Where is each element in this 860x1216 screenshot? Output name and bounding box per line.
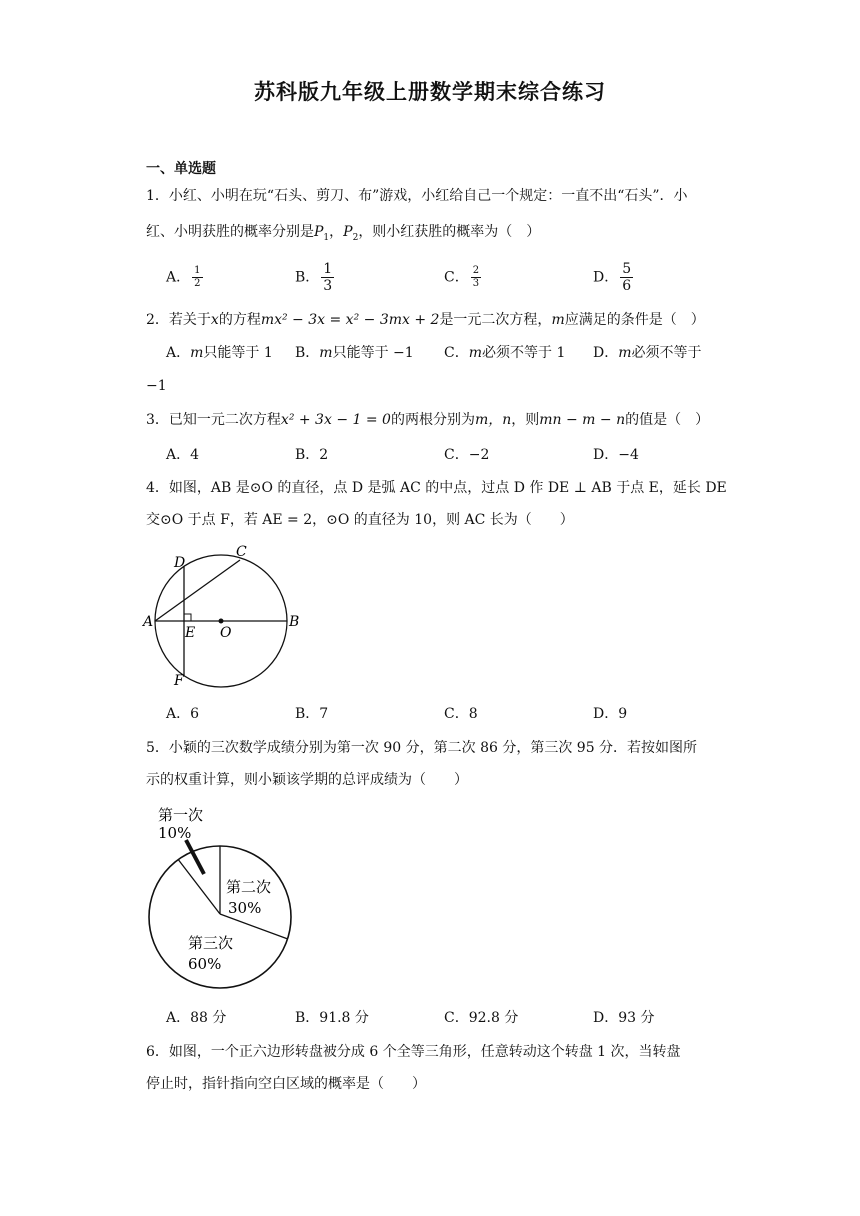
p1-subscript: 1 — [323, 232, 330, 243]
p2-subscript: 2 — [352, 232, 359, 243]
p2-symbol: P — [343, 224, 353, 240]
var-x: x — [210, 312, 219, 328]
q2-option-c[interactable] — [444, 343, 565, 363]
separator: ， — [329, 224, 344, 240]
question-1-line-2 — [146, 222, 540, 248]
fraction-numerator: 5 — [622, 261, 632, 277]
fraction-numerator: 1 — [194, 265, 201, 276]
label-f: F — [174, 673, 184, 689]
option-label: D． — [593, 345, 619, 361]
option-label: A． — [166, 447, 191, 463]
center-point — [219, 619, 224, 624]
label-c: C — [236, 544, 247, 560]
option-label: B． — [295, 447, 320, 463]
slice-second-name: 第二次 — [226, 878, 272, 896]
option-label: A． — [166, 706, 191, 722]
option-text: 7 — [319, 706, 329, 722]
option-text: 8 — [468, 706, 478, 722]
option-label: D． — [593, 1010, 619, 1026]
fraction — [321, 262, 334, 293]
label-d: D — [174, 555, 186, 571]
var-m: m — [618, 345, 632, 361]
question-5-line-1: 5．小颖的三次数学成绩分别为第一次 90 分，第二次 86 分，第三次 95 分．若按如图所 — [146, 740, 698, 756]
p1-symbol: P — [314, 224, 324, 240]
q3-mid2: ，则 — [511, 412, 540, 428]
option-label: C． — [444, 447, 469, 463]
option-label: C． — [444, 1010, 469, 1026]
option-label: B． — [295, 1010, 320, 1026]
question-5-line-2: 示的权重计算，则小颖该学期的总评成绩为（ ） — [146, 772, 468, 788]
q2-equation: mx² − 3x = x² − 3mx + 2 — [260, 312, 440, 328]
option-text: 只能等于 1 — [203, 345, 273, 361]
fraction — [620, 262, 633, 293]
q4-option-c[interactable] — [444, 704, 478, 724]
option-label: C． — [444, 345, 469, 361]
pie-leader-line — [186, 840, 204, 874]
option-label: B． — [295, 345, 320, 361]
label-a: A — [143, 614, 154, 630]
slice-first-value: 10% — [158, 824, 192, 842]
var-m: m — [551, 312, 565, 328]
q4-option-d[interactable] — [593, 704, 627, 724]
option-label: D． — [593, 706, 619, 722]
q5-option-d[interactable] — [593, 1008, 655, 1028]
question-6-line-1: 6．如图，一个正六边形转盘被分成 6 个全等三角形，任意转动这个转盘 1 次，当转盘 — [146, 1044, 681, 1060]
q4-option-b[interactable] — [295, 704, 328, 724]
slice-third-name: 第三次 — [188, 934, 234, 952]
question-3-line-1 — [146, 410, 709, 430]
option-text: 只能等于 −1 — [332, 345, 414, 361]
option-label: B． — [295, 269, 320, 286]
page-title: 苏科版九年级上册数学期末综合练习 — [254, 80, 606, 104]
var-m: m — [319, 345, 333, 361]
q2-option-b[interactable] — [295, 343, 414, 363]
question-1-text-b: ，则小红获胜的概率为（ ） — [358, 224, 541, 240]
q5-option-b[interactable] — [295, 1008, 369, 1028]
question-4-line-2: 交⊙O 于点 F，若 AE = 2，⊙O 的直径为 10，则 AC 长为（ ） — [146, 512, 574, 528]
chord-ac — [155, 560, 240, 621]
fraction-denominator: 6 — [622, 278, 632, 294]
option-text: 92.8 分 — [468, 1010, 519, 1026]
option-text: 9 — [618, 706, 628, 722]
q2-suffix-a: 是一元二次方程， — [439, 312, 552, 328]
fraction-denominator: 3 — [323, 278, 333, 294]
q3-option-b[interactable] — [295, 445, 328, 465]
option-text: −2 — [468, 447, 490, 463]
label-e: E — [185, 625, 196, 641]
circle-geometry-figure — [140, 540, 310, 695]
q2-option-a[interactable] — [166, 343, 273, 363]
slice-first-name: 第一次 — [158, 806, 204, 824]
q3-mid: 的两根分别为 — [390, 412, 475, 428]
option-text: 93 分 — [618, 1010, 655, 1026]
var-m: m — [468, 345, 482, 361]
q3-option-d[interactable] — [593, 445, 639, 465]
option-label: D． — [593, 447, 619, 463]
q3-roots: m，n — [474, 412, 512, 428]
option-text: 91.8 分 — [319, 1010, 369, 1026]
option-label: A． — [166, 269, 191, 286]
slice-third-value: 60% — [188, 955, 222, 973]
option-text: 必须不等于 1 — [482, 345, 566, 361]
q3-expression: mn − m − n — [539, 412, 626, 428]
section-heading: 一、单选题 — [146, 161, 216, 177]
q2-mid: 的方程 — [218, 312, 261, 328]
question-2-line-1 — [146, 310, 705, 330]
option-label: D． — [593, 269, 619, 286]
q5-option-c[interactable] — [444, 1008, 518, 1028]
q1-option-b[interactable] — [295, 262, 336, 293]
q3-equation: x² + 3x − 1 = 0 — [280, 412, 391, 428]
fraction — [192, 266, 202, 289]
fraction-denominator: 3 — [472, 278, 480, 289]
q2-suffix-b: 应满足的条件是（ ） — [564, 312, 705, 328]
q1-option-a[interactable] — [166, 266, 205, 289]
q3-option-c[interactable] — [444, 445, 489, 465]
option-label: A． — [166, 1010, 191, 1026]
option-label: C． — [444, 269, 469, 286]
question-6-line-2: 停止时，指针指向空白区域的概率是（ ） — [146, 1076, 426, 1092]
option-label: C． — [444, 706, 469, 722]
q4-option-a[interactable] — [166, 704, 199, 724]
question-1-text-a: 红、小明获胜的概率分别是 — [146, 224, 314, 240]
fraction — [471, 266, 481, 289]
q1-option-c[interactable] — [444, 266, 483, 289]
q2-option-d-wrap: −1 — [146, 378, 167, 394]
option-text: −4 — [618, 447, 639, 463]
q1-option-d[interactable] — [593, 262, 635, 293]
var-m: m — [190, 345, 204, 361]
option-text: 6 — [190, 706, 200, 722]
weight-pie-chart — [140, 798, 300, 998]
question-1-line-1: 1．小红、小明在玩“石头、剪刀、布”游戏，小红给自己一个规定：一直不出“石头”．小 — [146, 188, 688, 204]
option-label: B． — [295, 706, 320, 722]
option-text: 2 — [319, 447, 329, 463]
q3-prefix: 3．已知一元二次方程 — [146, 412, 281, 428]
label-b: B — [289, 614, 300, 630]
label-o: O — [220, 625, 232, 641]
option-text: 必须不等于 — [631, 345, 702, 361]
fraction-numerator: 1 — [323, 261, 333, 277]
q3-suffix: 的值是（ ） — [625, 412, 710, 428]
option-text: 88 分 — [190, 1010, 227, 1026]
right-angle-mark — [184, 614, 191, 621]
option-label: A． — [166, 345, 191, 361]
option-text: 4 — [190, 447, 200, 463]
fraction-denominator: 2 — [194, 278, 201, 289]
q5-option-a[interactable] — [166, 1008, 226, 1028]
question-4-line-1: 4．如图，AB 是⊙O 的直径，点 D 是弧 AC 的中点，过点 D 作 DE ⊥ AB 于点 E，延长 DE — [146, 480, 727, 496]
slice-second-value: 30% — [228, 899, 262, 917]
q2-option-d[interactable] — [593, 343, 702, 363]
fraction-numerator: 2 — [472, 265, 480, 276]
q3-option-a[interactable] — [166, 445, 199, 465]
q2-prefix: 2．若关于 — [146, 312, 211, 328]
